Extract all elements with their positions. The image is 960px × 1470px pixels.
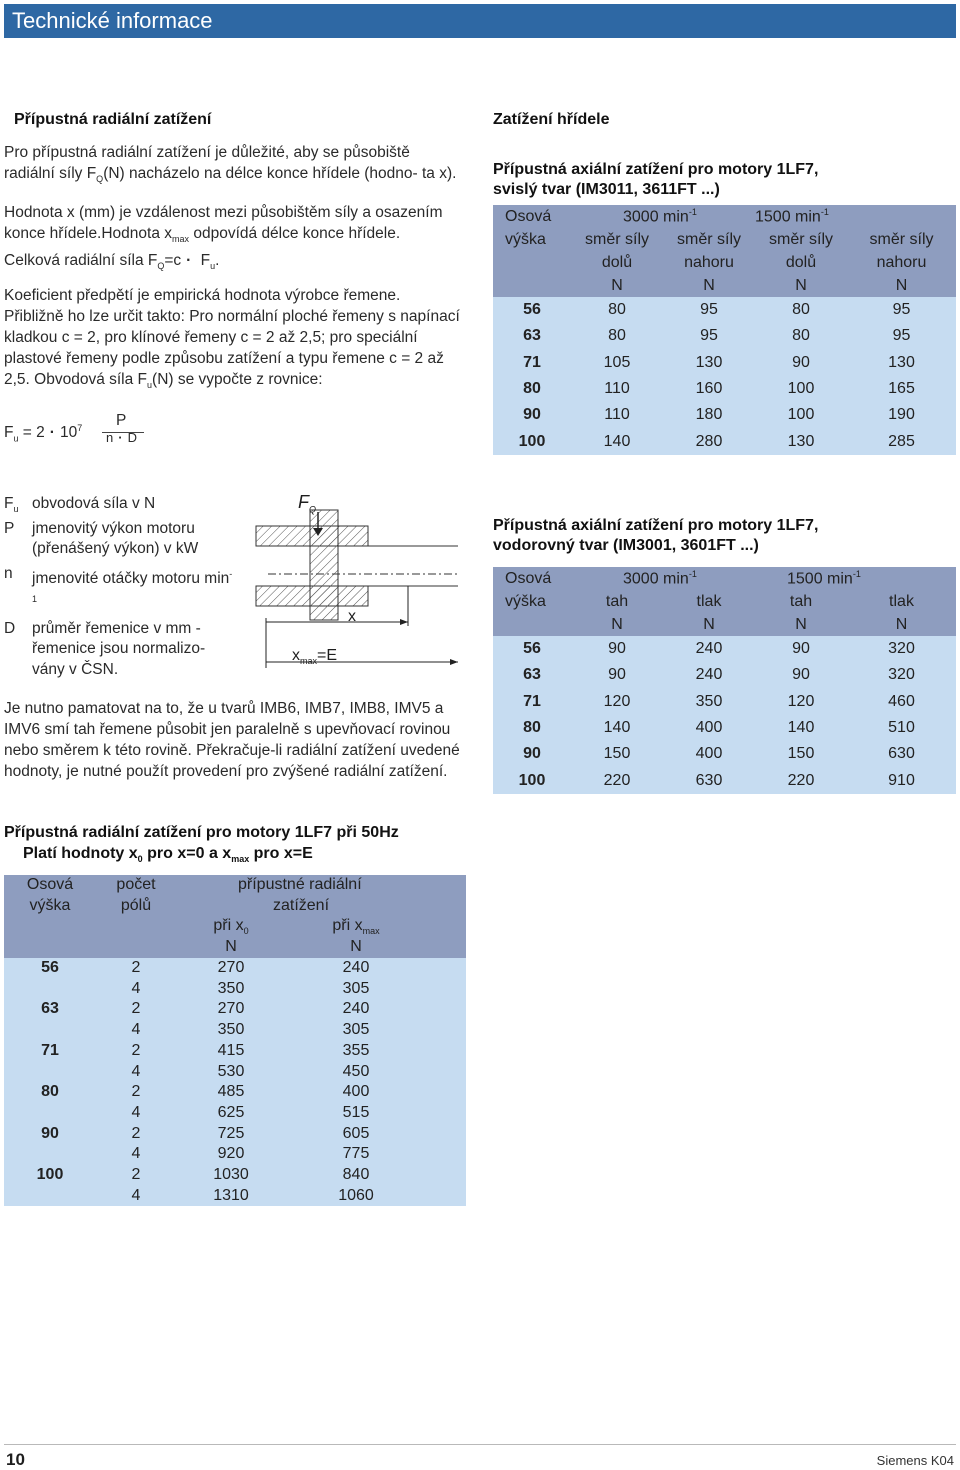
left-text bbox=[4, 142, 460, 404]
dimension-x-label: x bbox=[348, 608, 356, 625]
vertical-table-title: Přípustná axiální zatížení pro motory 1LF7, svislý tvar (IM3011, 3611FT ...) bbox=[493, 161, 819, 198]
page-banner: Technické informace bbox=[4, 4, 956, 38]
paragraph-3: Koeficient předpětí je empirická hodnota výrobce řemene. Přibližně ho lze určit takto: Pro normální ploché řemeny s napínací kladkou c = 2, pro klínové řemeny c = 2 až 2,5; pro speciální plastové řemeny podle způsobu zatížení a typu řemene c = 2 až 2,5. Obvodová síla $F_u(N)$ se vypočte z rovnice: bbox=[4, 287, 460, 391]
table-row: 100 140 280 130 285 bbox=[493, 428, 956, 454]
radial-load-heading: Přípustná radiální zatížení bbox=[14, 111, 212, 128]
legend-item: P jmenovitý výkon motoru (přenášený výkon) v kW bbox=[4, 519, 199, 557]
radial-table-subtitle: Platí hodnoty $x_0$ pro x=0 a $x_{max}$ pro x=E bbox=[23, 845, 313, 865]
shaft-load-heading: Zatížení hřídele bbox=[493, 111, 610, 128]
table-row: 90 2 725 605 bbox=[4, 1123, 466, 1144]
table-row: 4 625 515 bbox=[4, 1103, 466, 1124]
table-row: 4 530 450 bbox=[4, 1061, 466, 1082]
table-row: 4 350 305 bbox=[4, 1020, 466, 1041]
legend-item: n jmenovité otáčky motoru $\min^{-1}$ bbox=[4, 564, 233, 605]
table-row: 56 90 240 90 320 bbox=[493, 636, 956, 662]
table-row: 63 2 270 240 bbox=[4, 999, 466, 1020]
paragraph-2: Hodnota x (mm) je vzdálenost mezi působištěm síly a osazením konce hřídele.Hodnota $x_{max}$ odpovídá délce konce hřídele. Celková radiální síla $F_Q=c \cdot F_u$. bbox=[4, 204, 443, 272]
radial-table-title: Přípustná radiální zatížení pro motory 1LF7 při 50Hz bbox=[4, 824, 399, 841]
shaft-diagram bbox=[248, 490, 464, 670]
table-row: 4 1310 1060 bbox=[4, 1185, 466, 1206]
footer-divider bbox=[4, 1444, 956, 1445]
horizontal-table-title: Přípustná axiální zatížení pro motory 1LF7, vodorovný tvar (IM3001, 3601FT ...) bbox=[493, 517, 819, 554]
legend-item: D průměr řemenice v mm - řemenice jsou normalizo- vány v ČSN. bbox=[4, 619, 206, 678]
table-row: 80 2 485 400 bbox=[4, 1082, 466, 1103]
table-row: 71 2 415 355 bbox=[4, 1041, 466, 1062]
page-number: 10 bbox=[6, 1450, 25, 1469]
table-row: 71 105 130 90 130 bbox=[493, 350, 956, 376]
dimension-xmax-label: $x_{max}=E$ bbox=[292, 647, 338, 667]
table-row: 4 350 305 bbox=[4, 978, 466, 999]
table-row: 4 920 775 bbox=[4, 1144, 466, 1165]
axial-load-horizontal-table: Osová 3000 $\min^{-1}$ 1500 $\min^{-1}$ výška tah tlak tah tlak N N N N 56 90 240 90 320 63 90 240 90 320 71 120 350 120 460 80 140 400 140 510 90 150 400 150 630 100 220 630 220 910 bbox=[493, 567, 956, 794]
mounting-note: Je nutno pamatovat na to, že u tvarů IMB6, IMB7, IMB8, IMV5 a IMV6 smí tah řemene působit jen paralelně s upevňovací rovinou nebo směrem k této rovině. Překračuje-li radiální zatížení uvedené hodnoty, je nutné použít provedení pro zvýšené radiální zatížení. bbox=[4, 700, 460, 780]
force-fq-label: $F_Q$ bbox=[298, 492, 317, 515]
table-row: 71 120 350 120 460 bbox=[493, 689, 956, 715]
table-row: 80 110 160 100 165 bbox=[493, 376, 956, 402]
formula-legend bbox=[4, 494, 236, 684]
table-row: 63 80 95 80 95 bbox=[493, 323, 956, 349]
belt-force-formula: $F_u = 2 \cdot 10^7$ P n · D bbox=[4, 412, 204, 452]
axial-load-vertical-table: Osová 3000 $\min^{-1}$ 1500 $\min^{-1}$ výška směr síly směr síly směr síly směr síly dolů nahoru dolů nahoru N N N N 56 80 95 80 95 63 80 95 80 95 71 105 130 90 130 80 110 160 100 165 90 110 180 100 190 100 140 280 130 285 bbox=[493, 205, 956, 455]
radial-load-table: Osová počet přípustné radiální výška pólů zatížení při $x_0$ při $x_{max}$ N N 56 2 270 240 4 350 305 63 2 270 240 4 350 305 71 2 415 355 4 530 450 80 2 485 400 4 625 515 90 2 725 605 4 920 775 100 2 1030 840 4 1310 1060 bbox=[4, 875, 466, 1206]
table-row: 80 140 400 140 510 bbox=[493, 715, 956, 741]
table-row: 56 2 270 240 bbox=[4, 958, 466, 979]
catalog-label: Siemens K04 bbox=[876, 1453, 954, 1468]
paragraph-1: Pro přípustná radiální zatížení je důležité, aby se působiště radiální síly $F_Q(N)$ nacházelo na délce konce hřídele (hodno- ta x). bbox=[4, 144, 457, 185]
table-row: 100 220 630 220 910 bbox=[493, 767, 956, 793]
legend-item: $F_u$ obvodová síla v N bbox=[4, 495, 156, 515]
table-row: 56 80 95 80 95 bbox=[493, 297, 956, 323]
table-row: 90 150 400 150 630 bbox=[493, 741, 956, 767]
table-row: 100 2 1030 840 bbox=[4, 1165, 466, 1186]
table-row: 63 90 240 90 320 bbox=[493, 662, 956, 688]
table-row: 90 110 180 100 190 bbox=[493, 402, 956, 428]
